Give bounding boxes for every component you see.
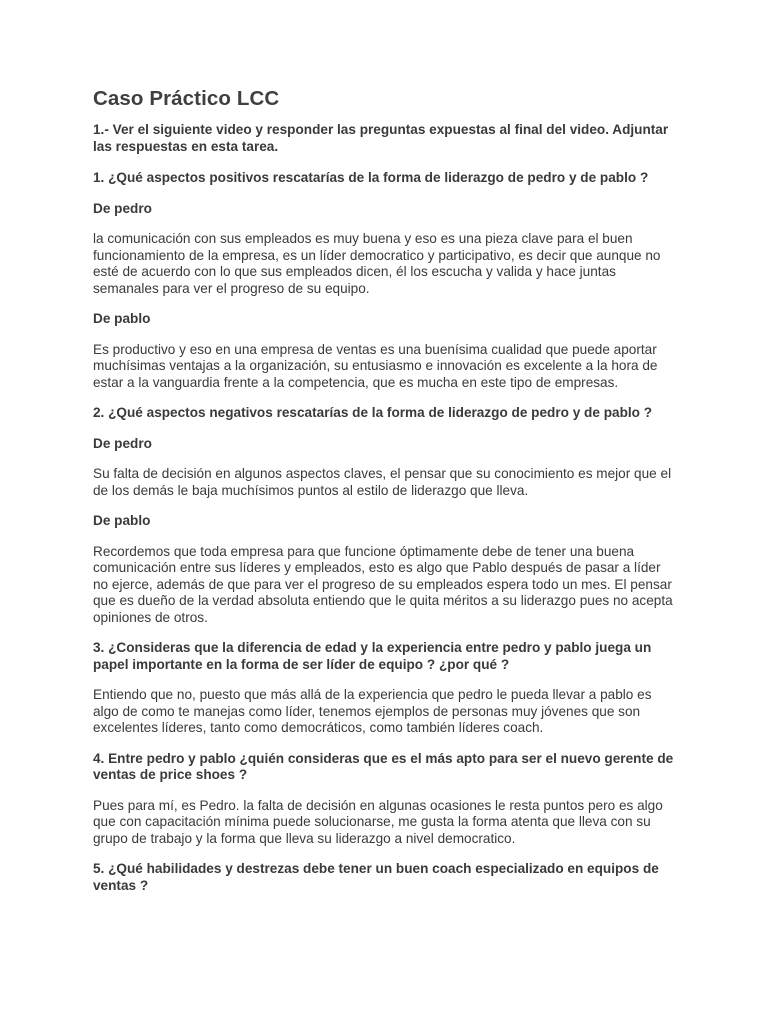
question-5: 5. ¿Qué habilidades y destrezas debe tener un buen coach especializado en equipos de ventas ? <box>93 861 659 893</box>
q1-pablo-label: De pablo <box>93 311 151 326</box>
document-page <box>93 86 678 908</box>
q4-answer: Pues para mí, es Pedro. la falta de decisión en algunas ocasiones le resta puntos pero es algo que con capacitación mínima puede solucionarse, me gusta la forma atenta que lleva con su grupo de trabajo y la forma que lleva su liderazgo a nivel democratico. <box>93 797 663 846</box>
q2-pedro-answer: Su falta de decisión en algunos aspectos claves, el pensar que su conocimiento es mejor que el de los demás le baja muchísimos puntos al estilo de liderazgo que lleva. <box>93 466 672 498</box>
question-1: 1. ¿Qué aspectos positivos rescatarías de la forma de liderazgo de pedro y de pablo ? <box>93 170 649 185</box>
q3-answer: Entiendo que no, puesto que más allá de la experiencia que pedro le pueda llevar a pablo es algo de como te manejas como líder, tenemos ejemplos de personas muy jóvenes que son excelentes líderes, tanto como democráticos, como también líderes coach. <box>93 687 652 735</box>
q2-pablo-label: De pablo <box>93 513 151 528</box>
q2-pablo-answer: Recordemos que toda empresa para que funcione óptimamente debe de tener una buena comunicación entre sus líderes y empleados, esto es algo que Pablo después de pasar a líder no ejerce, además de que para ver el progreso de su empleados espera todo un mes. El pensar que es dueño de la verdad absoluta entiendo que le quita méritos a su liderazgo pues no acepta opiniones de otros. <box>93 543 673 625</box>
document-title: Caso Práctico LCC <box>93 87 280 110</box>
question-2: 2. ¿Qué aspectos negativos rescatarías de la forma de liderazgo de pedro y de pablo ? <box>93 405 653 420</box>
question-3: 3. ¿Consideras que la diferencia de edad y la experiencia entre pedro y pablo juega un papel importante en la forma de ser líder de equipo ? ¿por qué ? <box>93 640 652 672</box>
q1-pedro-label: De pedro <box>93 200 152 216</box>
question-4: 4. Entre pedro y pablo ¿quién consideras que es el más apto para ser el nuevo gerente de ventas de price shoes ? <box>93 750 674 782</box>
q2-pedro-label: De pedro <box>93 435 152 451</box>
q1-pablo-answer: Es productivo y eso en una empresa de ventas es una buenísima cualidad que puede aportar muchísimas ventajas a la organización, su entusiasmo e innovación es excelente a la hora de estar a la vanguardia frente a la competencia, que es mucha en este tipo de empresas. <box>93 341 658 390</box>
instructions: 1.- Ver el siguiente video y responder las preguntas expuestas al final del video. Adjuntar las respuestas en esta tarea. <box>93 122 669 154</box>
q1-pedro-answer: la comunicación con sus empleados es muy buena y eso es una pieza clave para el buen funcionamiento de la empresa, es un líder democratico y participativo, es decir que aunque no esté de acuerdo con lo que sus empleados dicen, él los escucha y valida y hace juntas semanales para ver el progreso de su equipo. <box>93 231 661 296</box>
